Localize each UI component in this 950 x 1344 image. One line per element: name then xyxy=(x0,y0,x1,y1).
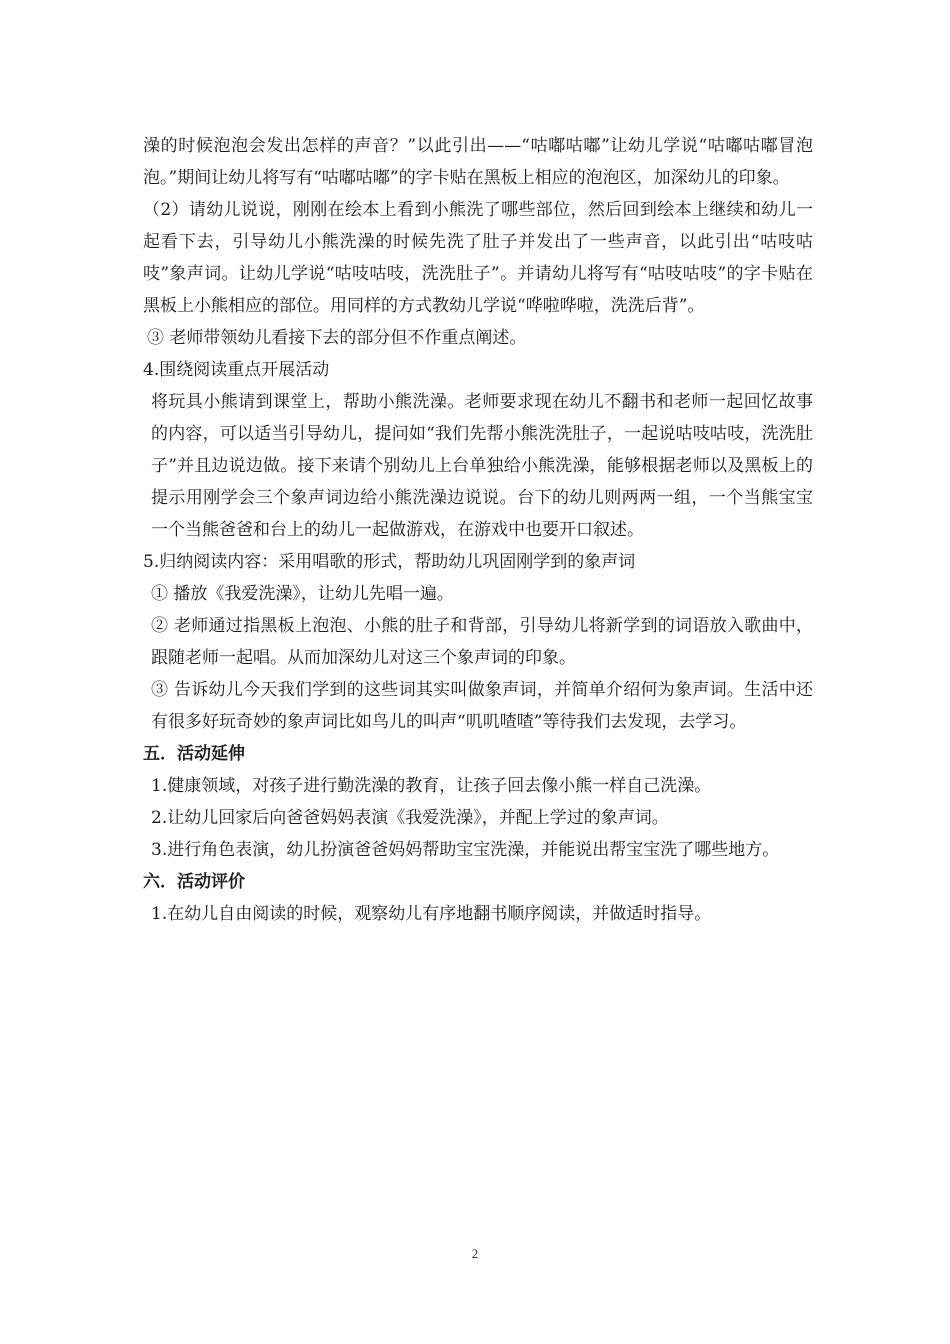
paragraph-extension-1: 1.健康领域，对孩子进行勤洗澡的教育，让孩子回去像小熊一样自己洗澡。 xyxy=(151,776,712,796)
section-item-4: 4.围绕阅读重点开展活动 xyxy=(143,360,330,380)
document-body xyxy=(143,130,813,930)
paragraph-step-3: ③ 老师带领幼儿看接下去的部分但不作重点阐述。 xyxy=(147,328,527,348)
page-number: 2 xyxy=(471,1246,479,1261)
paragraph-extension-2: 2.让幼儿回家后向爸爸妈妈表演《我爱洗澡》，并配上学过的象声词。 xyxy=(151,808,669,828)
paragraph-song-1: ① 播放《我爱洗澡》，让幼儿先唱一遍。 xyxy=(151,584,454,604)
paragraph-activity: 将玩具小熊请到课堂上，帮助小熊洗澡。老师要求现在幼儿不翻书和老师一起回忆故事的内容，可以适当引导幼儿，提问如“我们先帮小熊洗洗肚子，一起说咕吱咕吱，洗洗肚子”并且边说边做。接下来请个别幼儿上台单独给小熊洗澡，能够根据老师以及黑板上的提示用刚学会三个象声词边给小熊洗澡边说说。台下的幼儿则两两一组，一个当熊宝宝一个当熊爸爸和台上的幼儿一起做游戏，在游戏中也要开口叙述。 xyxy=(151,392,813,540)
paragraph-evaluation-1: 1.在幼儿自由阅读的时候，观察幼儿有序地翻书顺序阅读，并做适时指导。 xyxy=(151,904,712,924)
paragraph-step-2: （2）请幼儿说说，刚刚在绘本上看到小熊洗了哪些部位，然后回到绘本上继续和幼儿一起看下去，引导幼儿小熊洗澡的时候先洗了肚子并发出了一些声音，以此引出“咕吱咕吱”象声词。让幼儿学说“咕吱咕吱，洗洗肚子”。并请幼儿将写有“咕吱咕吱”的字卡贴在黑板上小熊相应的部位。用同样的方式教幼儿学说“哗啦哗啦，洗洗后背”。 xyxy=(143,200,813,316)
section-heading-extension: 五．活动延伸 xyxy=(143,744,245,764)
section-heading-evaluation: 六．活动评价 xyxy=(143,872,245,892)
paragraph-bubble-sound: 澡的时候泡泡会发出怎样的声音？”以此引出——“咕嘟咕嘟”让幼儿学说“咕嘟咕嘟冒泡泡。”期间让幼儿将写有“咕嘟咕嘟”的字卡贴在黑板上相应的泡泡区，加深幼儿的印象。 xyxy=(143,136,813,188)
paragraph-extension-3: 3.进行角色表演，幼儿扮演爸爸妈妈帮助宝宝洗澡，并能说出帮宝宝洗了哪些地方。 xyxy=(151,840,780,860)
paragraph-song-3: ③ 告诉幼儿今天我们学到的这些词其实叫做象声词，并简单介绍何为象声词。生活中还有很多好玩奇妙的象声词比如鸟儿的叫声“叽叽喳喳”等待我们去发现，去学习。 xyxy=(151,680,813,732)
paragraph-song-2: ② 老师通过指黑板上泡泡、小熊的肚子和背部，引导幼儿将新学到的词语放入歌曲中，跟随老师一起唱。从而加深幼儿对这三个象声词的印象。 xyxy=(151,616,813,668)
section-item-5: 5.归纳阅读内容：采用唱歌的形式，帮助幼儿巩固刚学到的象声词 xyxy=(143,552,636,572)
